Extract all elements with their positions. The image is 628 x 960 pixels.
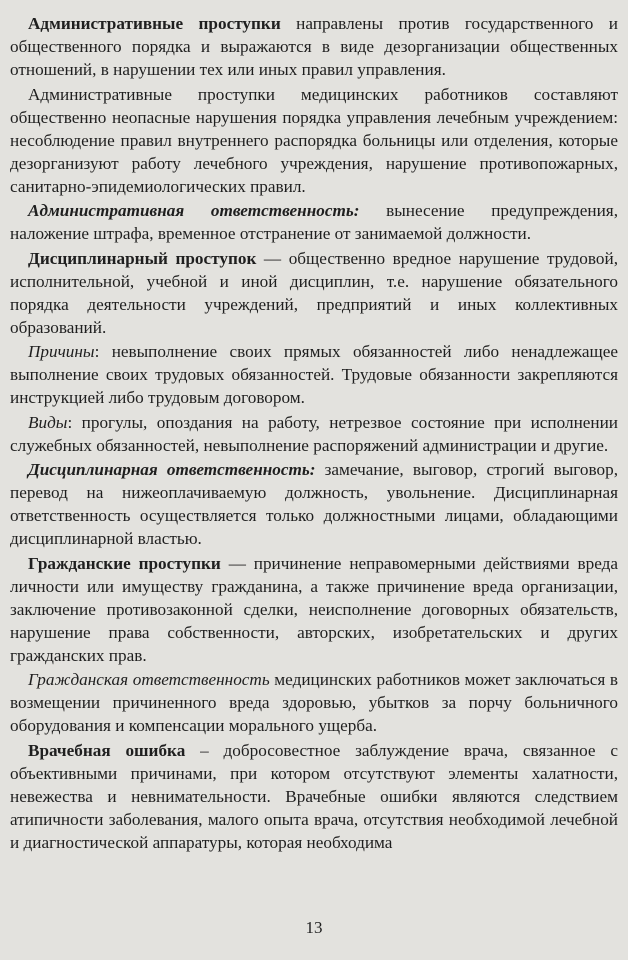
term-medical-error: Врачебная ошибка xyxy=(28,740,186,760)
page-number: 13 xyxy=(305,918,323,937)
paragraph-medical-error xyxy=(10,739,618,854)
paragraph-admin-liability xyxy=(10,199,618,245)
term-civil-offenses: Гражданские проступки xyxy=(28,553,221,573)
paragraph-admin-offenses-body: направлены против государственного и общественного порядка и выражаются в виде дезорганизации общественных отношений, в нарушении тех или иных правил управления. xyxy=(10,14,618,79)
paragraph-admin-offenses xyxy=(10,12,618,81)
paragraph-medical-error-body: – добросовестное заблуждение врача, связанное с объективными причинами, при котором отсутствуют элементы халатности, невежества и невнимательности. Врачебные ошибки являются следствием атипичности заболевания, малого опыта врача, отсутствия необходимой лечебной и диагностической аппаратуры, которая необходима xyxy=(10,740,618,852)
paragraph-disciplinary-liability xyxy=(10,458,618,550)
paragraph-admin-offenses-medical: Административные проступки медицинских работников составляют общественно неопасные нарушения порядка управления лечебным учреждением: несоблюдение правил внутреннего распорядка больницы или отделения, которые дезорганизуют работу лечебного учреждения, нарушение противопожарных, санитарно-эпидемиологических правил. xyxy=(10,84,618,196)
paragraph-disciplinary-offense-body: — общественно вредное нарушение трудовой, исполнительной, учебной и иной дисциплин, т.е. нарушение обязательного порядка деятельности учреждений, предприятий и иных коллективных образований. xyxy=(10,248,618,337)
paragraph-types-body: : прогулы, опоздания на работу, нетрезвое состояние при исполнении служебных обязанностей, невыполнение распоряжений администрации и другие. xyxy=(10,412,618,455)
paragraph-civil-liability xyxy=(10,668,618,737)
term-admin-offenses: Административные проступки xyxy=(28,14,281,33)
paragraph-civil-liability-body: медицинских работников может заключаться в возмещении причиненного вреда здоровью, убытков за порчу больничного оборудования и компенсации морального ущерба. xyxy=(10,670,618,735)
paragraph-civil-offenses-body: — причинение неправомерными действиями вреда личности или имуществу гражданина, а также причинение вреда организации, заключение противозаконной сделки, неисполнение договорных обязательств, нарушение права собственности, авторских, изобретательских и других гражданских прав. xyxy=(10,553,618,665)
paragraph-disciplinary-offense xyxy=(10,247,618,339)
paragraph-causes xyxy=(10,340,618,409)
page-body-text xyxy=(10,12,618,855)
paragraph-admin-liability-body: вынесение предупреждения, наложение штрафа, временное отстранение от занимаемой должности. xyxy=(10,201,618,243)
paragraph-civil-offenses xyxy=(10,552,618,667)
paragraph-disciplinary-liability-body: замечание, выговор, строгий выговор, перевод на нижеоплачиваемую должность, увольнение. Дисциплинарная ответственность осуществляется только должностными лицами, обладающими дисциплинарной властью. xyxy=(10,460,618,548)
paragraph-types xyxy=(10,411,618,457)
term-disciplinary-liability: Дисциплинарная ответственность: xyxy=(28,460,316,479)
paragraph-causes-body: : невыполнение своих прямых обязанностей либо ненадлежащее выполнение своих трудовых обязанностей. Трудовые обязанности закрепляются инструкцией либо трудовым договором. xyxy=(10,342,618,407)
term-types: Виды xyxy=(28,412,68,432)
term-admin-liability: Административная ответственность: xyxy=(28,201,360,220)
term-civil-liability: Гражданская ответственность xyxy=(28,670,270,689)
term-causes: Причины xyxy=(28,342,95,361)
term-disciplinary-offense: Дисциплинарный проступок xyxy=(28,248,257,268)
